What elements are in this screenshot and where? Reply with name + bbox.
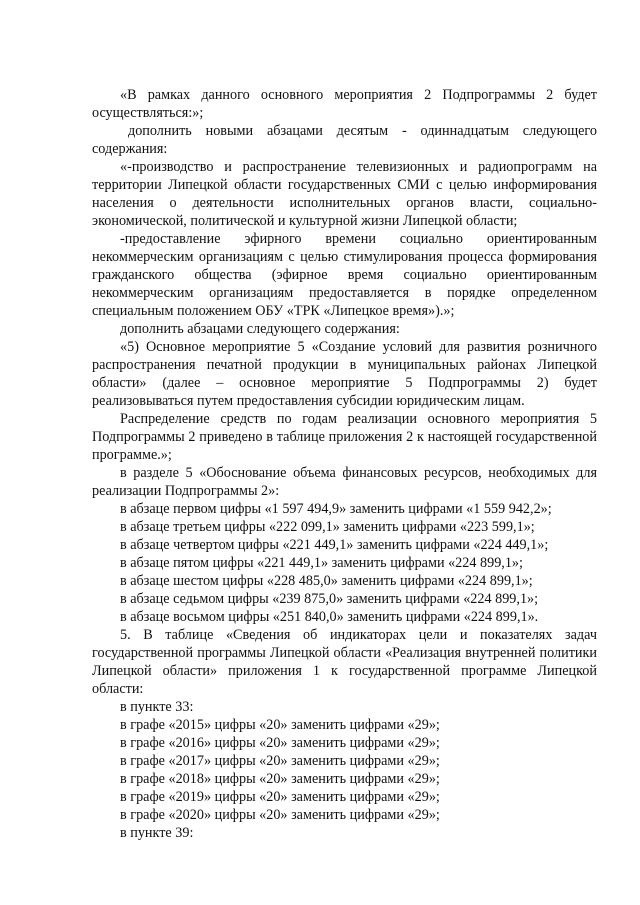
paragraph-point-39: в пункте 39: [120,825,194,841]
paragraph-replace-4: в абзаце четвертом цифры «221 449,1» заменить цифрами «224 449,1»; [120,537,549,553]
paragraph-distribution: Распределение средств по годам реализации основного мероприятия 5 Подпрограммы 2 приведено в таблице приложения 2 к настоящей государственной программе.»; [92,411,597,463]
paragraph-column-2019: в графе «2019» цифры «20» заменить цифрами «29»; [120,789,440,805]
paragraph-add-tenth-eleventh: дополнить новыми абзацами десятым - одиннадцатым следующего содержания: [92,123,597,157]
paragraph-column-2016: в графе «2016» цифры «20» заменить цифрами «29»; [120,735,440,751]
paragraph-column-2018: в графе «2018» цифры «20» заменить цифрами «29»; [120,771,440,787]
paragraph-replace-1: в абзаце первом цифры «1 597 494,9» заменить цифрами «1 559 942,2»; [120,501,552,517]
paragraph-measure-5: «5) Основное мероприятие 5 «Создание условий для развития розничного распространения печатной продукции в муниципальных районах Липецкой области» (далее – основное мероприятие 5 Подпрограммы 2) будет реализовываться путем предоставления субсидии юридическим лицам. [92,339,597,409]
paragraph-replace-5: в абзаце пятом цифры «221 449,1» заменить цифрами «224 899,1»; [120,555,523,571]
paragraph-replace-6: в абзаце шестом цифры «228 485,0» заменить цифрами «224 899,1»; [120,573,533,589]
paragraph-column-2015: в графе «2015» цифры «20» заменить цифрами «29»; [120,717,440,733]
paragraph-add-following: дополнить абзацами следующего содержания: [120,321,400,337]
paragraph-replace-3: в абзаце третьем цифры «222 099,1» заменить цифрами «223 599,1»; [120,519,535,535]
paragraph-point-33: в пункте 33: [120,699,194,715]
paragraph-intro-quote: «В рамках данного основного мероприятия 2 Подпрограммы 2 будет осуществляться:»; [92,87,597,121]
paragraph-item-5-table: 5. В таблице «Сведения об индикаторах цели и показателях задач государственной программы Липецкой области «Реализация внутренней политики Липецкой области» приложения 1 к государственной программе Липецкой области: [92,627,597,697]
document-body [92,86,597,842]
paragraph-replace-8: в абзаце восьмом цифры «251 840,0» заменить цифрами «224 899,1». [120,609,539,625]
paragraph-airtime: -предоставление эфирного времени социально ориентированным некоммерческим организациям с целью стимулирования процесса формирования гражданского общества (эфирное время социально ориентированным некоммерческим организациям предоставляется в порядке определенном специальным положением ОБУ «ТРК «Липецкое время»).»; [92,231,597,319]
paragraph-column-2020: в графе «2020» цифры «20» заменить цифрами «29»; [120,807,440,823]
paragraph-section-5: в разделе 5 «Обоснование объема финансовых ресурсов, необходимых для реализации Подпрограммы 2»: [92,465,597,499]
paragraph-replace-7: в абзаце седьмом цифры «239 875,0» заменить цифрами «224 899,1»; [120,591,539,607]
paragraph-column-2017: в графе «2017» цифры «20» заменить цифрами «29»; [120,753,440,769]
paragraph-tv-radio: «-производство и распространение телевизионных и радиопрограмм на территории Липецкой области государственных СМИ с целью информирования населения о деятельности исполнительных органов власти, социально-экономической, политической и культурной жизни Липецкой области; [92,159,597,229]
